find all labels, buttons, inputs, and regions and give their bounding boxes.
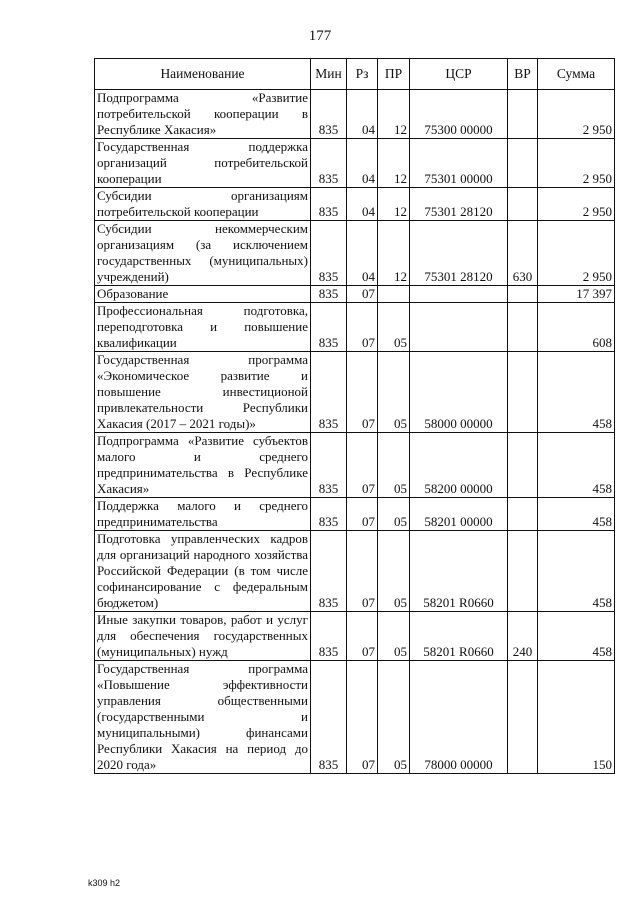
cell-rz: 04	[347, 188, 378, 221]
cell-rz: 07	[347, 612, 378, 661]
cell-name: Иные закупки товаров, работ и услуг для обеспечения государственных (муниципальных) нужд	[95, 612, 311, 661]
cell-csr: 75301 28120	[410, 188, 508, 221]
cell-name: Субсидии некоммерческим организациям (за исключением государственных (муниципальных) учреждений)	[95, 221, 311, 286]
cell-rz: 07	[347, 352, 378, 433]
cell-csr: 78000 00000	[410, 661, 508, 774]
cell-rz: 07	[347, 531, 378, 612]
cell-vr	[508, 433, 538, 498]
header-pr: ПР	[378, 59, 410, 90]
table-row	[95, 612, 615, 661]
cell-vr: 630	[508, 221, 538, 286]
cell-csr: 58201 R0660	[410, 612, 508, 661]
header-min: Мин	[311, 59, 347, 90]
table-row	[95, 433, 615, 498]
cell-min: 835	[311, 139, 347, 188]
cell-csr: 58000 00000	[410, 352, 508, 433]
cell-vr	[508, 352, 538, 433]
cell-name: Профессиональная подготовка, переподготовка и повышение квалификации	[95, 303, 311, 352]
cell-vr	[508, 303, 538, 352]
cell-vr	[508, 90, 538, 139]
cell-sum: 2 950	[538, 139, 615, 188]
cell-rz: 07	[347, 303, 378, 352]
cell-pr: 05	[378, 433, 410, 498]
cell-min: 835	[311, 286, 347, 303]
table-row	[95, 221, 615, 286]
cell-csr: 58201 00000	[410, 498, 508, 531]
cell-pr: 12	[378, 139, 410, 188]
cell-name: Государственная программа «Экономическое развитие и повышение инвестиционой привлекательности Республики Хакасия (2017 – 2021 годы)»	[95, 352, 311, 433]
table-row	[95, 352, 615, 433]
cell-vr: 240	[508, 612, 538, 661]
cell-rz: 07	[347, 661, 378, 774]
cell-sum: 458	[538, 433, 615, 498]
cell-pr: 12	[378, 188, 410, 221]
cell-sum: 150	[538, 661, 615, 774]
cell-min: 835	[311, 498, 347, 531]
cell-vr	[508, 498, 538, 531]
cell-name: Государственная программа «Повышение эффективности управления общественными (государственными и муниципальными) финансами Республики Хакасия на период до 2020 года»	[95, 661, 311, 774]
cell-name: Подпрограмма «Развитие субъектов малого и среднего предпринимательства в Республике Хакасия»	[95, 433, 311, 498]
cell-pr: 12	[378, 90, 410, 139]
cell-csr: 58200 00000	[410, 433, 508, 498]
cell-csr: 58201 R0660	[410, 531, 508, 612]
cell-sum: 2 950	[538, 90, 615, 139]
cell-rz: 04	[347, 90, 378, 139]
cell-min: 835	[311, 433, 347, 498]
cell-min: 835	[311, 612, 347, 661]
cell-name: Образование	[95, 286, 311, 303]
table-row	[95, 139, 615, 188]
table-row	[95, 303, 615, 352]
cell-name: Подготовка управленческих кадров для организаций народного хозяйства Российской Федерации (в том числе софинансирование с федеральным бюджетом)	[95, 531, 311, 612]
cell-sum: 458	[538, 612, 615, 661]
table-row	[95, 286, 615, 303]
budget-table	[94, 58, 615, 774]
cell-csr: 75301 28120	[410, 221, 508, 286]
cell-rz: 07	[347, 286, 378, 303]
cell-sum: 2 950	[538, 221, 615, 286]
cell-sum: 458	[538, 352, 615, 433]
cell-sum: 17 397	[538, 286, 615, 303]
cell-rz: 07	[347, 498, 378, 531]
cell-pr: 05	[378, 531, 410, 612]
cell-vr	[508, 661, 538, 774]
cell-pr: 05	[378, 612, 410, 661]
cell-csr: 75301 00000	[410, 139, 508, 188]
cell-csr	[410, 286, 508, 303]
cell-sum: 458	[538, 531, 615, 612]
cell-sum: 2 950	[538, 188, 615, 221]
cell-vr	[508, 531, 538, 612]
cell-sum: 458	[538, 498, 615, 531]
cell-vr	[508, 139, 538, 188]
table-header-row	[95, 59, 615, 90]
cell-min: 835	[311, 221, 347, 286]
cell-rz: 07	[347, 433, 378, 498]
cell-name: Государственная поддержка организаций потребительской кооперации	[95, 139, 311, 188]
table-row	[95, 90, 615, 139]
header-rz: Рз	[347, 59, 378, 90]
table-row	[95, 188, 615, 221]
header-sum: Сумма	[538, 59, 615, 90]
cell-pr: 12	[378, 221, 410, 286]
cell-vr	[508, 188, 538, 221]
cell-min: 835	[311, 531, 347, 612]
cell-pr	[378, 286, 410, 303]
cell-rz: 04	[347, 139, 378, 188]
cell-min: 835	[311, 352, 347, 433]
cell-min: 835	[311, 90, 347, 139]
table-row	[95, 498, 615, 531]
header-name: Наименование	[95, 59, 311, 90]
cell-min: 835	[311, 661, 347, 774]
page-number: 177	[308, 28, 332, 44]
cell-vr	[508, 286, 538, 303]
cell-sum: 608	[538, 303, 615, 352]
cell-name: Субсидии организациям потребительской кооперации	[95, 188, 311, 221]
cell-min: 835	[311, 188, 347, 221]
cell-pr: 05	[378, 498, 410, 531]
cell-pr: 05	[378, 352, 410, 433]
footer-code: k309 h2	[88, 878, 121, 888]
header-vr: ВР	[508, 59, 538, 90]
cell-csr: 75300 00000	[410, 90, 508, 139]
cell-pr: 05	[378, 303, 410, 352]
cell-pr: 05	[378, 661, 410, 774]
cell-csr	[410, 303, 508, 352]
table-row	[95, 531, 615, 612]
cell-name: Подпрограмма «Развитие потребительской кооперации в Республике Хакасия»	[95, 90, 311, 139]
header-csr: ЦСР	[410, 59, 508, 90]
cell-min: 835	[311, 303, 347, 352]
cell-rz: 04	[347, 221, 378, 286]
cell-name: Поддержка малого и среднего предпринимательства	[95, 498, 311, 531]
table-row	[95, 661, 615, 774]
